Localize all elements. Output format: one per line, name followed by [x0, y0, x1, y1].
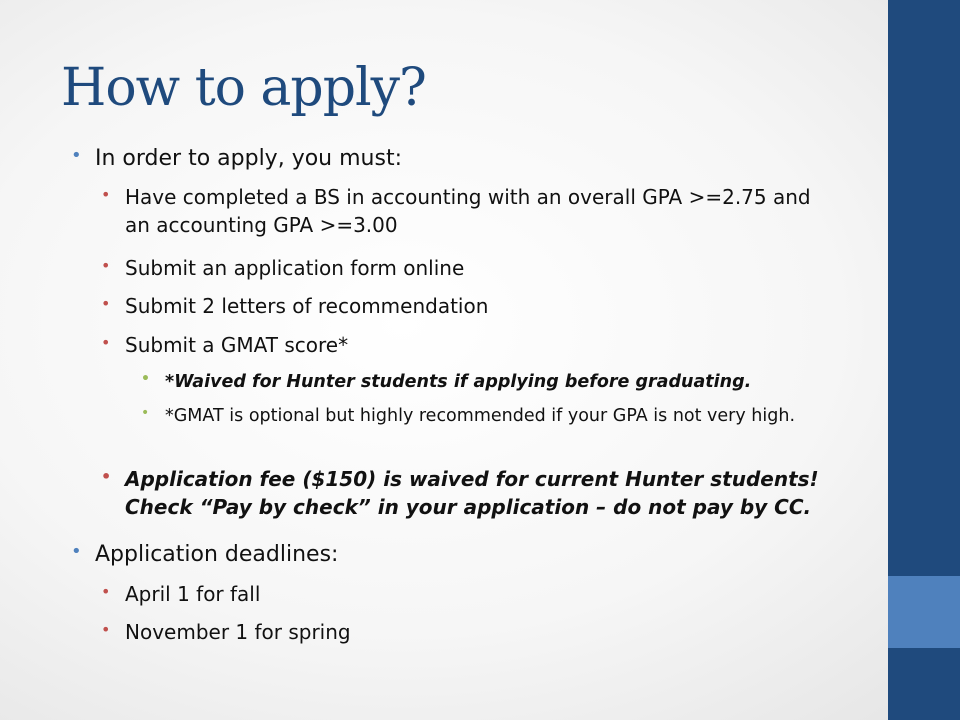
bullet-req-letters	[101, 293, 825, 321]
bullet-text: Submit a GMAT score*	[125, 333, 349, 357]
bullet-req-form	[101, 255, 825, 283]
bullet-dot-icon: •	[101, 294, 111, 313]
bullet-text: Submit an application form online	[125, 256, 465, 280]
bullet-text: April 1 for fall	[125, 582, 261, 606]
bullet-dot-icon: •	[101, 333, 111, 352]
bullet-gmat-waived	[141, 370, 835, 394]
bullet-dot-icon: •	[101, 185, 111, 204]
bullet-deadline-spring	[101, 619, 825, 647]
bullet-text: Application deadlines:	[95, 542, 339, 567]
bullet-deadline-fall	[101, 581, 825, 609]
bullet-dot-icon: •	[101, 582, 111, 601]
sidebar-accent-block	[888, 576, 960, 648]
bullet-text: Have completed a BS in accounting with an overall GPA >=2.75 and an accounting GPA >=3.00	[125, 185, 811, 237]
bullet-text: Submit 2 letters of recommendation	[125, 294, 489, 318]
bullet-dot-icon: •	[101, 620, 111, 639]
bullet-deadlines-intro	[71, 540, 339, 570]
bullet-req-gmat	[101, 332, 825, 360]
bullet-apply-intro	[71, 144, 402, 174]
bullet-req-bs	[101, 184, 825, 239]
bullet-dot-icon: •	[71, 541, 82, 562]
bullet-text: *GMAT is optional but highly recommended if your GPA is not very high.	[165, 406, 796, 426]
bullet-dot-icon: •	[141, 405, 150, 421]
bullet-text: Application fee ($150) is waived for current Hunter students! Check “Pay by check” in your application – do not pay by CC.	[125, 467, 819, 519]
bullet-gmat-optional	[141, 404, 835, 428]
bullet-dot-icon: •	[71, 145, 82, 166]
bullet-text: *Waived for Hunter students if applying before graduating.	[165, 372, 752, 392]
bullet-text: November 1 for spring	[125, 620, 351, 644]
bullet-dot-icon: •	[101, 256, 111, 275]
bullet-text: In order to apply, you must:	[95, 146, 402, 171]
bullet-dot-icon: •	[101, 467, 112, 486]
bullet-fee-note	[101, 466, 825, 521]
bullet-dot-icon: •	[141, 371, 150, 387]
slide-title: How to apply?	[61, 58, 426, 118]
